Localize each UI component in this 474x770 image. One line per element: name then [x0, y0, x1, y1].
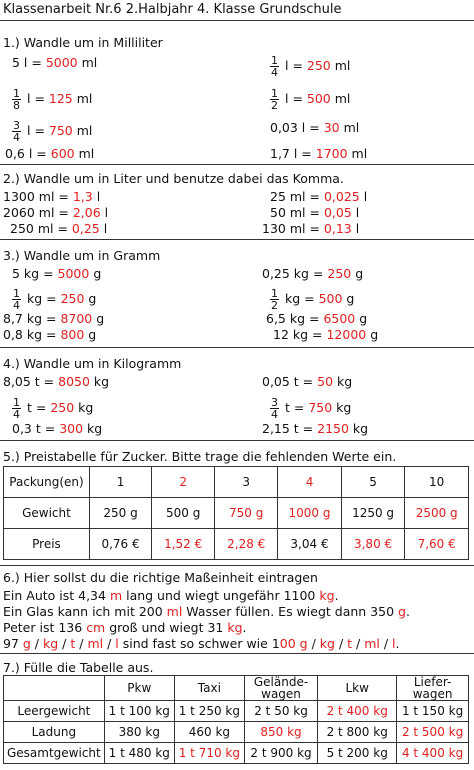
unit: kg: [89, 374, 110, 389]
table-cell: [341, 498, 405, 529]
cell-text: 2 t 50 kg: [254, 704, 308, 718]
cell-text: Gewicht: [22, 506, 71, 520]
table-cell: [397, 676, 469, 701]
table-cell: [104, 722, 174, 743]
cell-text: 2 t 400 kg: [326, 704, 388, 718]
cell-text: 2,28 €: [227, 537, 266, 551]
answer-value: 2150: [317, 421, 349, 436]
table-cell: [244, 722, 317, 743]
sentence-text: /: [307, 636, 320, 651]
table-cell: [405, 498, 469, 529]
table-cell: [318, 676, 397, 701]
unit: l: [92, 189, 101, 204]
fraction: [270, 55, 279, 78]
table-cell: [341, 529, 405, 560]
answer-unit: l: [392, 636, 396, 651]
conversion-item: [270, 55, 350, 78]
fraction-numerator: 1: [13, 396, 20, 409]
sentence-text: lang und wiegt ungefähr 1100: [122, 588, 320, 603]
unit: ml: [339, 120, 360, 135]
conversion-item: [270, 88, 350, 111]
fraction: [12, 288, 21, 311]
conversion-left: 1,7 l =: [270, 146, 316, 161]
unit: g: [84, 291, 97, 306]
fraction: [12, 88, 21, 111]
answer-value: 5000: [45, 55, 78, 70]
divider: [0, 239, 474, 240]
table-cell: [174, 722, 244, 743]
sentence-text: /: [379, 636, 393, 651]
unit: g: [92, 311, 105, 326]
conversion-left: 0,3 t =: [12, 421, 60, 436]
conversion-item: [3, 327, 96, 342]
conversion-item: [262, 421, 368, 436]
table-cell: [89, 498, 151, 529]
unit: l: [99, 221, 108, 236]
fraction: [270, 88, 279, 111]
table-row: [4, 467, 469, 498]
table-cell: [278, 529, 342, 560]
conversion-left: 5 kg =: [12, 266, 58, 281]
conversion-item: [12, 120, 92, 143]
divider: [0, 653, 474, 654]
conversion-left: 2060 ml =: [3, 205, 73, 220]
conversion-left: 0,05 t =: [262, 374, 318, 389]
fraction-denominator: 4: [13, 131, 20, 144]
answer-unit: kg: [319, 588, 335, 603]
table-cell: [4, 743, 105, 764]
conversion-left: 12 kg =: [273, 327, 327, 342]
conversion-left: 130 ml =: [262, 221, 324, 236]
fraction: [270, 288, 279, 311]
conversion-left: 50 ml =: [270, 205, 324, 220]
sentence-line: [3, 620, 247, 635]
divider: [0, 164, 474, 165]
fraction: [270, 397, 279, 420]
table-cell: [4, 722, 105, 743]
table-row: [4, 498, 469, 529]
unit: g: [342, 291, 355, 306]
cell-text: 1250 g: [352, 506, 395, 520]
answer-unit: kg: [319, 636, 335, 651]
answer-value: 750: [48, 123, 73, 138]
conversion-item: [10, 221, 107, 236]
section-1-heading: 1.) Wandle um in Milliliter: [3, 35, 163, 50]
conversion-item: [12, 421, 102, 436]
cell-text: 1 t 100 kg: [108, 704, 170, 718]
answer-value: 2,06: [72, 205, 101, 220]
section-2-heading: 2.) Wandle um in Liter und benutze dabei das Komma.: [3, 171, 344, 186]
vehicle-table: [3, 675, 469, 764]
fraction-numerator: 3: [13, 119, 20, 132]
sentence-text: .: [405, 604, 410, 619]
table-cell: [4, 498, 90, 529]
table-row: [4, 722, 469, 743]
table-cell: [318, 701, 397, 722]
conversion-item: [262, 374, 352, 389]
fraction-denominator: 4: [271, 66, 278, 79]
conversion-item: [270, 189, 367, 204]
cell-text: Gelände-: [253, 675, 309, 689]
answer-value: 800: [60, 327, 85, 342]
cell-text: Lkw: [345, 681, 369, 695]
sentence-text: /: [352, 636, 365, 651]
conversion-item: [270, 397, 351, 420]
answer-value: 30: [323, 120, 340, 135]
conversion-item: [12, 288, 96, 311]
table-cell: [152, 467, 215, 498]
unit: kg: [348, 421, 369, 436]
unit: ml: [72, 123, 93, 138]
conversion-left: l =: [27, 91, 49, 106]
sentence-text: 97: [3, 636, 23, 651]
answer-unit: cm: [86, 620, 106, 635]
answer-value: 600: [50, 146, 75, 161]
conversion-left: 8,05 t =: [3, 374, 59, 389]
cell-text: 250 g: [103, 506, 138, 520]
conversion-left: 2,15 t =: [262, 421, 318, 436]
sentence-text: /: [58, 636, 71, 651]
answer-unit: kg: [227, 620, 243, 635]
cell-text: 750 g: [229, 506, 264, 520]
answer-unit: ml: [87, 636, 104, 651]
unit: kg: [74, 400, 94, 415]
conversion-item: [3, 374, 109, 389]
cell-text: 2 t 900 kg: [250, 746, 312, 760]
answer-value: 250: [327, 266, 352, 281]
conversion-left: kg =: [27, 291, 61, 306]
fraction-denominator: 4: [271, 408, 278, 421]
conversion-left: 5 l =: [12, 55, 46, 70]
unit: l: [351, 205, 360, 220]
table-cell: [397, 743, 469, 764]
answer-unit: l: [115, 636, 119, 651]
sentence-text: sind fast so schwer wie 1: [118, 636, 280, 651]
answer-value: 250: [50, 400, 75, 415]
table-cell: [244, 676, 317, 701]
sentence-line: [3, 604, 410, 619]
sentence-text: Wasser füllen. Es wiegt dann 350: [182, 604, 399, 619]
sentence-text: /: [75, 636, 88, 651]
table-cell: [4, 529, 90, 560]
conversion-item: [270, 288, 354, 311]
cell-text: 4: [305, 475, 314, 489]
cell-text: 5: [369, 475, 377, 489]
sentence-text: Peter ist 136: [3, 620, 87, 635]
fraction-numerator: 1: [271, 287, 278, 300]
cell-text: 1 t 150 kg: [401, 704, 464, 718]
cell-text: 2 t 800 kg: [326, 725, 388, 739]
conversion-left: 8,7 kg =: [3, 311, 61, 326]
conversion-left: 0,25 kg =: [262, 266, 328, 281]
sentence-text: /: [103, 636, 116, 651]
table-cell: [397, 701, 469, 722]
conversion-left: l =: [285, 58, 307, 73]
table-cell: [4, 676, 105, 701]
fraction-denominator: 4: [13, 408, 20, 421]
answer-value: 8050: [58, 374, 90, 389]
fraction-numerator: 1: [271, 87, 278, 100]
section-4-heading: 4.) Wandle um in Kilogramm: [3, 356, 182, 371]
conversion-left: l =: [27, 123, 49, 138]
conversion-item: [262, 266, 363, 281]
table-cell: [341, 467, 405, 498]
unit: ml: [72, 91, 93, 106]
answer-unit: m: [109, 588, 123, 603]
fraction-numerator: 1: [271, 54, 278, 67]
cell-text: 4 t 400 kg: [401, 746, 464, 760]
cell-text: Preis: [32, 537, 61, 551]
section-6-heading: 6.) Hier sollst du die richtige Maßeinheit eintragen: [3, 570, 318, 585]
conversion-left: 0,03 l =: [270, 120, 324, 135]
unit: l: [359, 189, 368, 204]
conversion-left: 0,8 kg =: [3, 327, 61, 342]
cell-text: 2 t 500 kg: [401, 725, 464, 739]
conversion-item: [12, 88, 92, 111]
cell-text: Taxi: [197, 681, 221, 695]
answer-unit: g: [22, 636, 31, 651]
answer-value: 6500: [323, 311, 356, 326]
answer-value: 500: [306, 91, 331, 106]
table-cell: [4, 467, 90, 498]
conversion-item: [266, 311, 367, 326]
divider: [0, 347, 474, 348]
table-cell: [278, 498, 342, 529]
cell-text: 1: [116, 475, 125, 489]
answer-value: 250: [306, 58, 331, 73]
sentence-text: .: [395, 636, 400, 651]
answer-value: 12000: [326, 327, 367, 342]
cell-text: 2: [179, 475, 187, 489]
table-cell: [89, 529, 151, 560]
table-cell: [278, 467, 342, 498]
fraction: [12, 397, 21, 420]
answer-value: 0,025: [323, 189, 360, 204]
sentence-text: Ein Glas kann ich mit 200: [3, 604, 167, 619]
table-cell: [405, 467, 469, 498]
fraction: [12, 120, 21, 143]
conversion-left: l =: [285, 91, 307, 106]
cell-text: Pkw: [127, 681, 152, 695]
table-cell: [89, 467, 151, 498]
sentence-text: /: [334, 636, 348, 651]
fraction-denominator: 2: [271, 99, 278, 112]
divider: [0, 440, 474, 441]
unit: g: [355, 311, 368, 326]
answer-value: 300: [59, 421, 84, 436]
table-cell: [318, 743, 397, 764]
unit: g: [366, 327, 379, 342]
conversion-left: kg =: [285, 291, 319, 306]
unit: g: [351, 266, 364, 281]
sentence-line: [3, 636, 400, 651]
cell-text: wagen: [261, 687, 301, 701]
answer-unit: ml: [364, 636, 380, 651]
unit: ml: [330, 58, 351, 73]
table-cell: [104, 743, 174, 764]
conversion-left: 25 ml =: [270, 189, 324, 204]
sentence-line: [3, 588, 339, 603]
table-row: [4, 676, 469, 701]
cell-text: Ladung: [31, 725, 77, 739]
table-cell: [215, 467, 278, 498]
conversion-left: 1300 ml =: [3, 189, 73, 204]
answer-unit: t: [70, 636, 76, 651]
cell-text: 1000 g: [288, 506, 331, 520]
answer-unit: kg: [43, 636, 59, 651]
fraction-denominator: 4: [13, 299, 20, 312]
cell-text: 3: [242, 475, 251, 489]
section-7-heading: 7.) Fülle die Tabelle aus.: [3, 660, 154, 675]
table-cell: [318, 722, 397, 743]
answer-unit: ml: [166, 604, 183, 619]
answer-value: 125: [48, 91, 73, 106]
conversion-item: [270, 205, 359, 220]
unit: ml: [330, 91, 351, 106]
answer-value: 5000: [57, 266, 90, 281]
conversion-left: t =: [285, 400, 309, 415]
sentence-text: groß und wiegt 31: [105, 620, 228, 635]
answer-value: 500: [318, 291, 343, 306]
answer-value: 0,25: [71, 221, 100, 236]
table-cell: [174, 743, 244, 764]
answer-value: 8700: [60, 311, 93, 326]
fraction-numerator: 1: [13, 87, 20, 100]
table-row: [4, 701, 469, 722]
table-cell: [397, 722, 469, 743]
conversion-item: [3, 311, 104, 326]
cell-text: Liefer-: [413, 675, 452, 689]
table-cell: [215, 498, 278, 529]
section-5-heading: 5.) Preistabelle für Zucker. Bitte trage die fehlenden Werte ein.: [3, 449, 397, 464]
answer-value: 0,05: [323, 205, 352, 220]
table-cell: [174, 701, 244, 722]
conversion-item: [12, 266, 101, 281]
table-cell: [174, 676, 244, 701]
cell-text: 10: [429, 475, 445, 489]
cell-text: Leergewicht: [17, 704, 91, 718]
answer-value: 250: [60, 291, 85, 306]
conversion-item: [12, 55, 97, 70]
fraction-denominator: 8: [13, 99, 20, 112]
cell-text: wagen: [412, 687, 453, 701]
table-cell: [152, 498, 215, 529]
answer-value: 50: [317, 374, 334, 389]
conversion-item: [3, 205, 108, 220]
conversion-left: 6,5 kg =: [266, 311, 324, 326]
conversion-left: 250 ml =: [10, 221, 72, 236]
sentence-text: Ein Auto ist 4,34: [3, 588, 110, 603]
unit: g: [89, 266, 102, 281]
cell-text: 500 g: [165, 506, 201, 520]
cell-text: 1 t 480 kg: [108, 746, 170, 760]
divider: [0, 20, 474, 21]
answer-value: 0,13: [323, 221, 352, 236]
table-cell: [4, 701, 105, 722]
sentence-text: .: [334, 588, 339, 603]
answer-value: 750: [308, 400, 333, 415]
table-row: [4, 529, 469, 560]
unit: kg: [332, 400, 352, 415]
conversion-left: t =: [27, 400, 51, 415]
cell-text: 1 t 250 kg: [178, 704, 240, 718]
unit: l: [100, 205, 109, 220]
fraction-numerator: 3: [271, 396, 278, 409]
unit: g: [84, 327, 97, 342]
conversion-item: [5, 146, 94, 161]
cell-text: 1 t 710 kg: [178, 746, 240, 760]
unit: ml: [74, 146, 95, 161]
answer-unit: g: [398, 604, 406, 619]
cell-text: 2500 g: [415, 506, 458, 520]
conversion-item: [3, 189, 100, 204]
conversion-left: 0,6 l =: [5, 146, 51, 161]
table-cell: [405, 529, 469, 560]
price-table: [3, 466, 469, 560]
fraction-denominator: 2: [271, 299, 278, 312]
answer-unit: g: [299, 636, 308, 651]
answer-unit: 00: [279, 636, 296, 651]
conversion-item: [270, 146, 367, 161]
cell-text: Packung(en): [9, 475, 84, 489]
table-cell: [244, 743, 317, 764]
unit: kg: [333, 374, 353, 389]
conversion-item: [273, 327, 378, 342]
cell-text: 3,80 €: [353, 537, 393, 551]
table-cell: [215, 529, 278, 560]
section-3-heading: 3.) Wandle um in Gramm: [3, 248, 161, 263]
table-cell: [104, 701, 174, 722]
cell-text: Gesamtgewicht: [7, 746, 101, 760]
cell-text: 7,60 €: [417, 537, 456, 551]
fraction-numerator: 1: [13, 287, 20, 300]
sentence-text: /: [30, 636, 43, 651]
cell-text: 460 kg: [188, 725, 231, 739]
answer-value: 1700: [315, 146, 348, 161]
conversion-item: [270, 120, 359, 135]
table-cell: [104, 676, 174, 701]
answer-unit: t: [347, 636, 353, 651]
divider: [0, 565, 474, 566]
unit: ml: [347, 146, 368, 161]
cell-text: 0,76 €: [101, 537, 140, 551]
cell-text: 850 kg: [260, 725, 302, 739]
table-cell: [244, 701, 317, 722]
unit: ml: [77, 55, 98, 70]
conversion-item: [262, 221, 359, 236]
unit: l: [351, 221, 360, 236]
unit: kg: [83, 421, 103, 436]
page-title: Klassenarbeit Nr.6 2.Halbjahr 4. Klasse Grundschule: [3, 2, 342, 17]
conversion-item: [12, 397, 93, 420]
cell-text: 5 t 200 kg: [326, 746, 388, 760]
sentence-text: .: [242, 620, 247, 635]
cell-text: 1,52 €: [164, 537, 203, 551]
table-cell: [152, 529, 215, 560]
cell-text: 3,04 €: [290, 537, 329, 551]
table-row: [4, 743, 469, 764]
cell-text: 380 kg: [118, 725, 160, 739]
answer-value: 1,3: [72, 189, 93, 204]
